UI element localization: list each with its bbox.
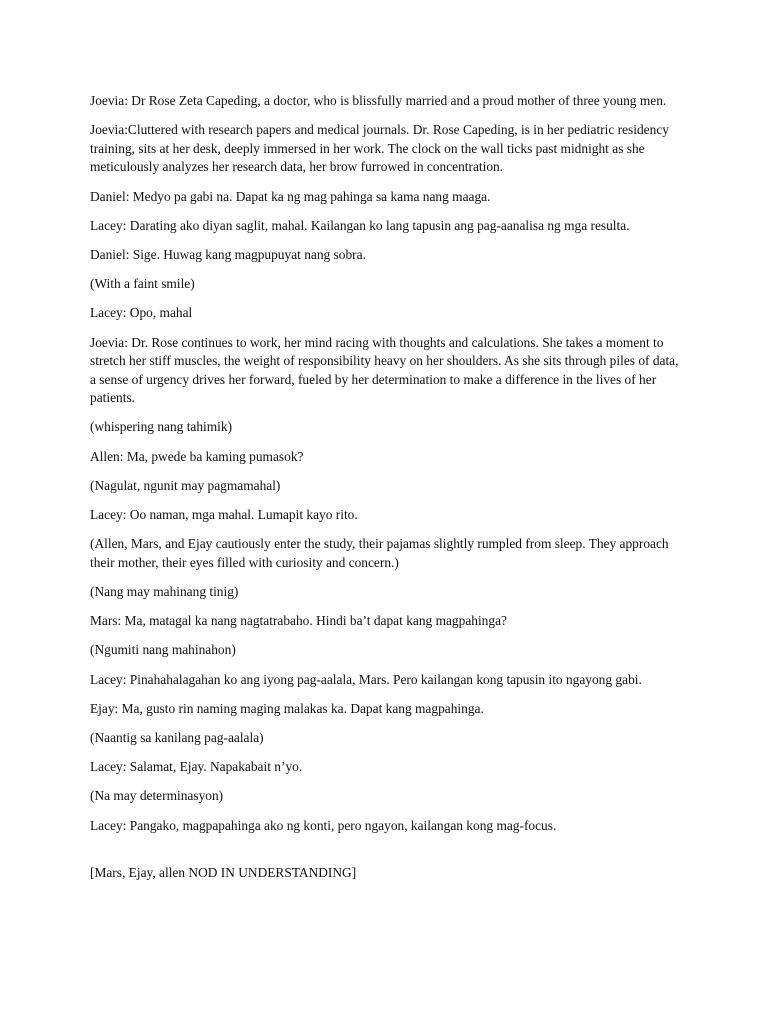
paragraph-dialogue: Daniel: Medyo pa gabi na. Dapat ka ng mag pahinga sa kama nang maaga. — [90, 188, 491, 204]
paragraph-narration: Joevia: Dr Rose Zeta Capeding, a doctor, who is blissfully married and a proud mother of three young men. — [90, 93, 667, 108]
paragraph-stage-direction: (Nagulat, ngunit may pagmamahal) — [90, 477, 281, 493]
paragraph-stage-direction: (Nang may mahinang tinig) — [90, 584, 239, 599]
paragraph-stage-direction: (Naantig sa kanilang pag-aalala) — [90, 729, 264, 745]
paragraph-dialogue: Lacey: Pinahahalagahan ko ang iyong pag-aalala, Mars. Pero kailangan kong tapusin ito ngayong gabi. — [90, 671, 642, 687]
paragraph-dialogue: Allen: Ma, pwede ba kaming pumasok? — [90, 448, 304, 464]
paragraph-dialogue: Daniel: Sige. Huwag kang magpupuyat nang sobra. — [90, 246, 366, 262]
paragraph-stage-direction: (Ngumiti nang mahinahon) — [90, 642, 236, 658]
paragraph-stage-direction: (Allen, Mars, and Ejay cautiously enter the study, their pajamas slightly rumpled from sleep. They approach their mother, their eyes filled with curiosity and concern.) — [90, 536, 669, 570]
paragraph-dialogue: Mars: Ma, matagal ka nang nagtatrabaho. Hindi ba’t dapat kang magpahinga? — [90, 613, 507, 629]
paragraph-dialogue: Lacey: Opo, mahal — [90, 305, 193, 321]
paragraph-dialogue: Lacey: Pangako, magpapahinga ako ng konti, pero ngayon, kailangan kong mag-focus. — [90, 817, 557, 833]
paragraph-narration: Joevia: Dr. Rose continues to work, her mind racing with thoughts and calculations. She takes a moment to stretch her stiff muscles, the weight of responsibility heavy on her shoulders. As she sits through piles of data, a sense of urgency drives her forward, fueled by her determination to make a difference in the lives of her patients. — [90, 334, 679, 406]
paragraph-dialogue: Lacey: Salamat, Ejay. Napakabait n’yo. — [90, 759, 303, 775]
paragraph-dialogue: Lacey: Oo naman, mga mahal. Lumapit kayo rito. — [90, 507, 358, 523]
paragraph-stage-direction: (Na may determinasyon) — [90, 788, 224, 804]
paragraph-stage-direction: [Mars, Ejay, allen NOD IN UNDERSTANDING] — [90, 865, 357, 881]
paragraph-stage-direction: (whispering nang tahimik) — [90, 419, 233, 435]
script-body — [90, 92, 680, 893]
paragraph-stage-direction: (With a faint smile) — [90, 276, 195, 292]
paragraph-dialogue: Ejay: Ma, gusto rin naming maging malakas ka. Dapat kang magpahinga. — [90, 700, 484, 716]
paragraph-narration: Joevia:Cluttered with research papers and medical journals. Dr. Rose Capeding, is in her pediatric residency training, sits at her desk, deeply immersed in her work. The clock on the wall ticks past midnight as she meticulously analyzes her research data, her brow furrowed in concentration. — [90, 122, 669, 175]
paragraph-dialogue: Lacey: Darating ako diyan saglit, mahal. Kailangan ko lang tapusin ang pag-aanalisa ng mga resulta. — [90, 217, 630, 233]
